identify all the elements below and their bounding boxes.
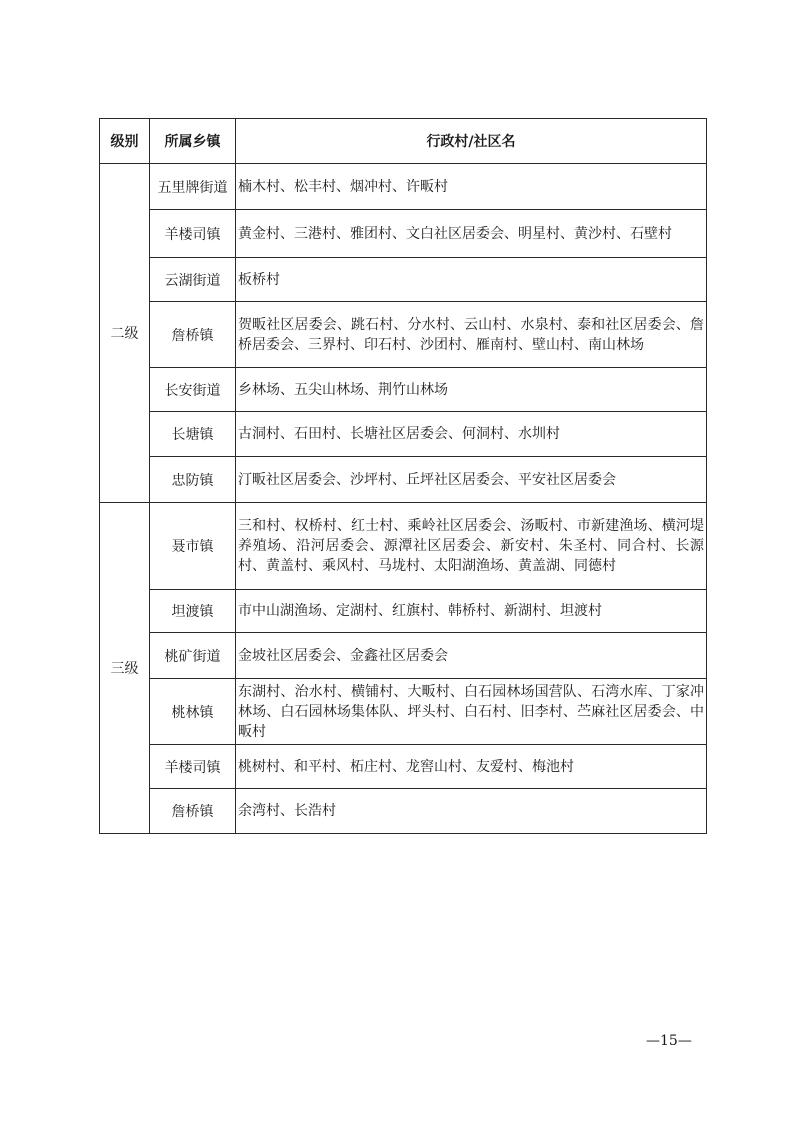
names-cell: 贺畈社区居委会、跳石村、分水村、云山村、水泉村、泰和社区居委会、詹桥居委会、三界村、印石村、沙团村、雁南村、壁山村、南山林场 [236,302,707,368]
page-number: —15— [646,1033,692,1049]
town-cell: 詹桥镇 [150,789,236,834]
table-row [100,258,707,302]
table-row [100,302,707,368]
level-cell: 二级 [100,164,150,503]
names-cell: 汀畈社区居委会、沙坪村、丘坪社区居委会、平安社区居委会 [236,457,707,503]
town-cell: 长塘镇 [150,412,236,457]
table-row [100,368,707,412]
table-row [100,590,707,633]
names-cell: 古洞村、石田村、长塘社区居委会、何洞村、水圳村 [236,412,707,457]
table-row [100,633,707,679]
names-cell: 东湖村、治水村、横铺村、大畈村、白石园林场国营队、石湾水库、丁家冲林场、白石园林场集体队、坪头村、白石村、旧李村、苎麻社区居委会、中畈村 [236,679,707,745]
table-row [100,164,707,210]
table-row [100,679,707,745]
level-cell: 三级 [100,503,150,834]
header-names: 行政村/社区名 [236,119,707,164]
table-header-row [100,119,707,164]
names-cell: 黄金村、三港村、雅团村、文白社区居委会、明星村、黄沙村、石壁村 [236,210,707,258]
town-cell: 云湖街道 [150,258,236,302]
table-row [100,412,707,457]
table-row [100,210,707,258]
town-cell: 长安街道 [150,368,236,412]
table-row [100,789,707,834]
town-cell: 聂市镇 [150,503,236,590]
town-cell: 五里牌街道 [150,164,236,210]
table-row [100,503,707,590]
table-row [100,745,707,789]
town-cell: 桃林镇 [150,679,236,745]
town-cell: 羊楼司镇 [150,745,236,789]
names-cell: 楠木村、松丰村、烟冲村、许畈村 [236,164,707,210]
town-cell: 詹桥镇 [150,302,236,368]
names-cell: 三和村、权桥村、红士村、乘岭社区居委会、汤畈村、市新建渔场、横河堤养殖场、沿河居委会、源潭社区居委会、新安村、朱圣村、同合村、长源村、黄盖村、乘风村、马垅村、太阳湖渔场、黄盖湖、同德村 [236,503,707,590]
names-cell: 桃树村、和平村、柘庄村、龙窖山村、友爱村、梅池村 [236,745,707,789]
town-cell: 羊楼司镇 [150,210,236,258]
names-cell: 市中山湖渔场、定湖村、红旗村、韩桥村、新湖村、坦渡村 [236,590,707,633]
village-level-table [99,118,707,834]
header-level: 级别 [100,119,150,164]
town-cell: 桃矿街道 [150,633,236,679]
names-cell: 金坡社区居委会、金鑫社区居委会 [236,633,707,679]
table-row [100,457,707,503]
town-cell: 坦渡镇 [150,590,236,633]
names-cell: 板桥村 [236,258,707,302]
town-cell: 忠防镇 [150,457,236,503]
names-cell: 余湾村、长浩村 [236,789,707,834]
header-town: 所属乡镇 [150,119,236,164]
names-cell: 乡林场、五尖山林场、荆竹山林场 [236,368,707,412]
